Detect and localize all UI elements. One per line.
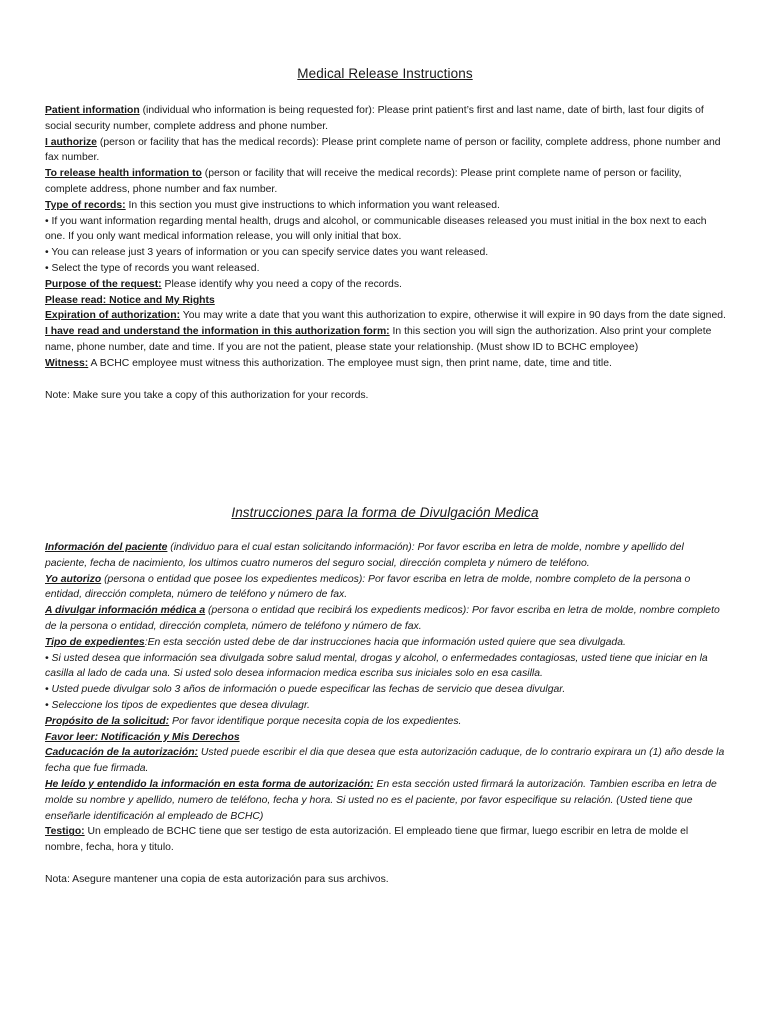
english-label: Witness: [45,357,89,369]
spanish-paragraph [45,682,726,698]
english-instructions [45,103,726,403]
spanish-paragraph [45,635,726,651]
english-label: Purpose of the request: [45,278,162,290]
english-title: Medical Release Instructions [297,66,473,81]
english-label: Type of records: [45,199,126,211]
english-paragraph [45,245,726,261]
spanish-text: (persona o entidad que posee los expedientes medicos): Por favor escriba en letra de molde, nombre completo de la persona o entidad, dirección completa, número de teléfono y número de fax. [45,573,691,601]
spanish-paragraph [45,714,726,730]
spanish-label: Caducación de la autorización: [45,747,199,759]
english-text: (person or facility that will receive the medical records): Please print complete name of person or facility, complete address, phone number and fax number. [45,168,682,195]
spanish-paragraph [45,777,726,824]
english-label: To release health information to [45,168,202,180]
english-paragraph [45,214,726,246]
spanish-label: Información del paciente [45,542,168,553]
english-text: • If you want information regarding mental health, drugs and alcohol, or communicable diseases released you must initial in the box next to each one. If you only want medical information release, you will only initial that box. [45,215,707,243]
english-label: Expiration of authorization: [45,310,181,322]
spanish-paragraph [45,572,726,604]
english-label: Patient information [45,105,140,116]
spanish-label: Tipo de expedientes [45,636,145,648]
english-text: In this section you will sign the authorization. Also print your complete name, phone number, date and time. If you are not the patient, please state your relationship. (Must show ID to BCHC employee) [45,326,712,353]
english-text: • Select the type of records you want released. [45,262,260,274]
spanish-label: Testigo: [45,826,85,838]
english-paragraph [45,308,726,324]
english-paragraph [45,293,726,309]
english-paragraph [45,198,726,214]
english-text: (person or facility that has the medical records): Please print complete name of person or facility, complete address, phone number and fax number. [45,136,721,164]
spanish-paragraph [45,603,726,635]
spanish-text: Usted puede escribir el dia que desea que esta autorización caduque, de lo contrario expirara un (1) año desde la fecha que fue firmada. [45,747,725,775]
english-note: Note: Make sure you take a copy of this authorization for your records. [45,389,369,401]
spanish-paragraph [45,745,726,777]
english-label: I have read and understand the information in this authorization form: [45,326,390,338]
english-text: In this section you must give instructions to which information you want released. [125,199,500,211]
spanish-text: (individuo para el cual estan solicitando información): Por favor escriba en letra de molde, nombre y apellido del paciente, fecha de nacimiento, los ultimos cuatro numeros del seguro social, dirección completa y número de teléfono. [45,542,684,569]
spanish-label: Yo autorizo [45,573,102,585]
spanish-label: Propósito de la solicitud: [45,715,170,727]
spanish-instructions [45,540,726,888]
spanish-paragraph [45,540,726,572]
spanish-label: He leído y entendido la información en esta forma de autorización: [45,778,374,790]
english-paragraph [45,356,726,372]
spanish-label: A divulgar información médica a [45,605,206,617]
spanish-text: Por favor identifique porque necesita copia de los expedientes. [169,715,462,727]
spanish-title: Instrucciones para la forma de Divulgación Medica [231,505,539,520]
english-text: You may write a date that you want this authorization to expire, otherwise it will expire in 90 days from the date signed. [180,310,726,322]
english-paragraph [45,261,726,277]
english-text: • You can release just 3 years of information or you can specify service dates you want released. [45,247,489,259]
spanish-text: :En esta sección usted debe de dar instrucciones hacia que información usted quiere que sea divulgada. [144,636,626,648]
english-text: (individual who information is being requested for): Please print patient’s first and last name, date of birth, last four digits of social security number, complete address and phone number. [45,105,704,132]
spanish-label: Favor leer: Notificación y Mis Derechos [45,731,240,743]
spanish-text: • Seleccione los tipos de expedientes que desea divulagr. [45,699,310,711]
spanish-text: Un empleado de BCHC tiene que ser testigo de esta autorización. El empleado tiene que firmar, luego escribir en letra de molde el nombre, fecha, hora y titulo. [45,826,689,854]
english-label: Please read: Notice and My Rights [45,294,215,306]
english-text: Please identify why you need a copy of the records. [161,278,402,290]
english-text: A BCHC employee must witness this authorization. The employee must sign, then print name, date, time and title. [88,357,612,369]
english-paragraph [45,324,726,356]
spanish-paragraph [45,651,726,683]
english-paragraph [45,166,726,198]
english-label: I authorize [45,136,97,148]
spanish-note: Nota: Asegure mantener una copia de esta autorización para sus archivos. [45,873,389,885]
spanish-text: (persona o entidad que recibirá los expedients medicos): Por favor escriba en letra de molde, nombre completo de la persona o entidad, dirección completa, número de teléfono y número de fax. [45,605,720,632]
english-paragraph [45,103,726,135]
spanish-text: • Si usted desea que información sea divulgada sobre salud mental, drogas y alcohol, o enfermedades contagiosas, usted tiene que iniciar en la casilla al lado de cada una. Si usted solo desea informacion medica escriba sus iniciales solo en esa casilla. [45,652,708,680]
spanish-text: En esta sección usted firmará la autorización. Tambien escriba en letra de molde su nombre y apellido, numero de teléfono, fecha y hora. Si usted no es el paciente, por favor especifique su relación. (Usted tiene que enseñarle identificación al empleado de BCHC) [45,778,717,822]
spanish-paragraph [45,698,726,714]
spanish-paragraph [45,730,726,746]
spanish-paragraph [45,824,726,856]
english-paragraph [45,277,726,293]
english-paragraph [45,135,726,167]
spanish-text: • Usted puede divulgar solo 3 años de información o puede especificar las fechas de servicio que desea divulgar. [45,684,566,696]
